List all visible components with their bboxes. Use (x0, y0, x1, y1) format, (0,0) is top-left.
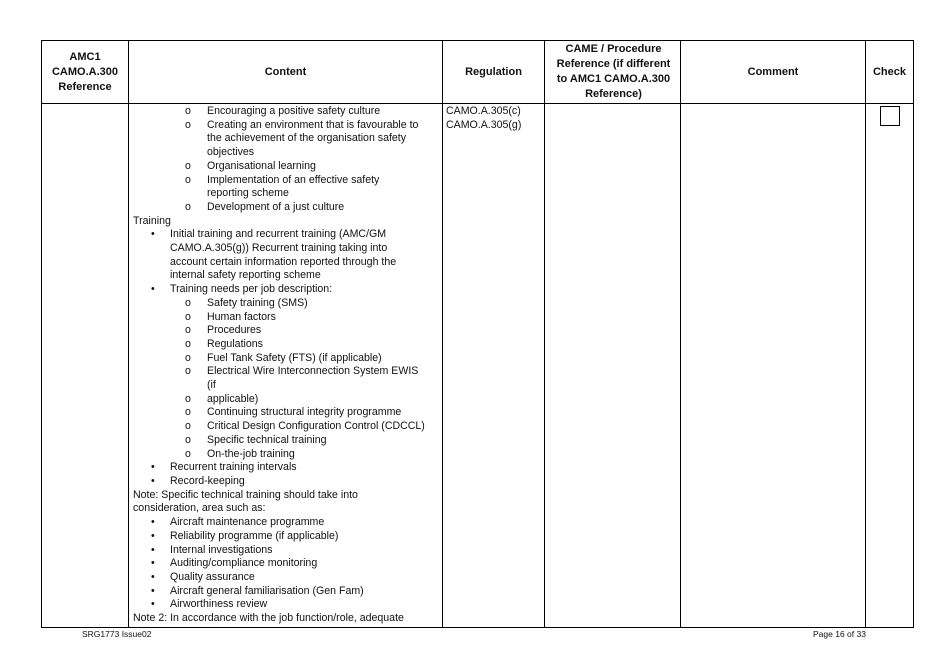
bullet-icon: • (151, 570, 155, 583)
content-line-text: On-the-job training (207, 447, 295, 460)
circle-bullet-icon: o (185, 324, 191, 337)
circle-bullet-icon: o (185, 433, 191, 446)
bullet-icon: • (151, 474, 155, 487)
check-checkbox[interactable] (880, 106, 900, 126)
content-line-text: objectives (207, 146, 255, 159)
comment-cell[interactable] (681, 104, 866, 628)
circle-bullet-icon: o (185, 337, 191, 350)
regulation-cell (443, 104, 545, 628)
table-row (42, 104, 914, 628)
content-line (133, 393, 438, 407)
content-line (133, 132, 438, 146)
content-line (133, 119, 438, 133)
content-line (133, 324, 438, 338)
content-line (133, 228, 438, 242)
content-line-text: Development of a just culture (207, 200, 345, 213)
content-line-text: internal safety reporting scheme (170, 269, 321, 282)
content-line-text: Safety training (SMS) (207, 296, 308, 309)
content-line (133, 201, 438, 215)
bullet-icon: • (151, 543, 155, 556)
content-line-text: Aircraft general familiarisation (Gen Fam) (170, 584, 364, 597)
content-line-text: Note 2: In accordance with the job function/role, adequate (133, 612, 404, 625)
content-line (133, 448, 438, 462)
content-line (133, 174, 438, 188)
circle-bullet-icon: o (185, 365, 191, 378)
content-line-text: reporting scheme (207, 187, 289, 200)
content-line-text: Quality assurance (170, 570, 255, 583)
bullet-icon: • (151, 584, 155, 597)
content-line (133, 434, 438, 448)
footer-doc-ref: SRG1773 Issue02 (82, 629, 152, 639)
content-line-text: account certain information reported through the (170, 255, 397, 268)
content-line (133, 420, 438, 434)
content-line-text: (if (207, 379, 216, 392)
circle-bullet-icon: o (185, 420, 191, 433)
content-line-text: Procedures (207, 324, 262, 337)
bullet-icon: • (151, 598, 155, 611)
content-line-text: the achievement of the organisation safety (207, 132, 407, 145)
regulation-ref: CAMO.A.305(c) (446, 105, 521, 117)
content-line (133, 297, 438, 311)
content-line-text: Human factors (207, 310, 276, 323)
content-line (133, 544, 438, 558)
content-line-text: consideration, area such as: (133, 502, 266, 515)
bullet-icon: • (151, 516, 155, 529)
content-line (133, 338, 438, 352)
content-line (133, 461, 438, 475)
content-line-text: Record-keeping (170, 474, 245, 487)
circle-bullet-icon: o (185, 310, 191, 323)
content-line (133, 571, 438, 585)
content-line (133, 530, 438, 544)
circle-bullet-icon: o (185, 159, 191, 172)
content-line (133, 215, 438, 229)
content-line-text: Regulations (207, 337, 263, 350)
circle-bullet-icon: o (185, 392, 191, 405)
bullet-icon: • (151, 461, 155, 474)
circle-bullet-icon: o (185, 118, 191, 131)
circle-bullet-icon: o (185, 173, 191, 186)
content-line (133, 365, 438, 379)
header-regulation: Regulation (443, 41, 545, 104)
content-line (133, 585, 438, 599)
content-line-text: Fuel Tank Safety (FTS) (if applicable) (207, 351, 382, 364)
header-reference: AMC1 CAMO.A.300 Reference (42, 41, 129, 104)
header-came-reference: CAME / Procedure Reference (if different to AMC1 CAMO.A.300 Reference) (545, 41, 681, 104)
content-line (133, 489, 438, 503)
content-line-text: applicable) (207, 392, 259, 405)
content-line (133, 146, 438, 160)
content-line (133, 516, 438, 530)
content-line (133, 502, 438, 516)
content-line-text: Aircraft maintenance programme (170, 516, 325, 529)
content-line (133, 160, 438, 174)
circle-bullet-icon: o (185, 351, 191, 364)
content-line (133, 557, 438, 571)
content-line-text: Initial training and recurrent training (AMC/GM (170, 228, 387, 241)
content-line (133, 256, 438, 270)
content-line (133, 475, 438, 489)
content-line (133, 598, 438, 612)
regulation-ref: CAMO.A.305(g) (446, 118, 522, 131)
bullet-icon: • (151, 283, 155, 296)
content-line (133, 105, 438, 119)
content-line (133, 406, 438, 420)
footer-page-number: Page 16 of 33 (813, 629, 866, 639)
content-line-text: Electrical Wire Interconnection System EWIS (207, 365, 419, 378)
content-line-text: Specific technical training (207, 433, 327, 446)
circle-bullet-icon: o (185, 406, 191, 419)
content-line-text: Encouraging a positive safety culture (207, 105, 381, 117)
compliance-table (41, 40, 914, 628)
content-cell (129, 104, 443, 628)
content-line-text: Critical Design Configuration Control (CDCCL) (207, 420, 425, 433)
content-line (133, 242, 438, 256)
header-content: Content (129, 41, 443, 104)
content-line (133, 187, 438, 201)
content-line-text: Internal investigations (170, 543, 273, 556)
content-line (133, 379, 438, 393)
bullet-icon: • (151, 557, 155, 570)
content-line-text: Training needs per job description: (170, 283, 333, 296)
content-line-text: Recurrent training intervals (170, 461, 297, 474)
check-cell (866, 104, 914, 628)
bullet-icon: • (151, 228, 155, 241)
header-check: Check (866, 41, 914, 104)
circle-bullet-icon: o (185, 296, 191, 309)
header-comment: Comment (681, 41, 866, 104)
content-line (133, 283, 438, 297)
circle-bullet-icon: o (185, 105, 191, 117)
reference-cell (42, 104, 129, 628)
content-line (133, 612, 438, 626)
table-header-row (42, 41, 914, 104)
content-line-text: Auditing/compliance monitoring (170, 557, 318, 570)
came-reference-cell[interactable] (545, 104, 681, 628)
circle-bullet-icon: o (185, 447, 191, 460)
content-line-text: Creating an environment that is favourable to (207, 118, 419, 131)
content-line-text: Note: Specific technical training should take into (133, 488, 358, 501)
content-line-text: Reliability programme (if applicable) (170, 529, 339, 542)
content-line-text: Implementation of an effective safety (207, 173, 380, 186)
content-line-text: Training (133, 214, 171, 227)
content-line-text: Continuing structural integrity programme (207, 406, 402, 419)
content-line (133, 352, 438, 366)
circle-bullet-icon: o (185, 200, 191, 213)
bullet-icon: • (151, 529, 155, 542)
content-line-text: Airworthiness review (170, 598, 268, 611)
content-line-text: CAMO.A.305(g)) Recurrent training taking into (170, 242, 388, 255)
content-line-text: Organisational learning (207, 159, 316, 172)
content-line (133, 311, 438, 325)
content-line (133, 269, 438, 283)
